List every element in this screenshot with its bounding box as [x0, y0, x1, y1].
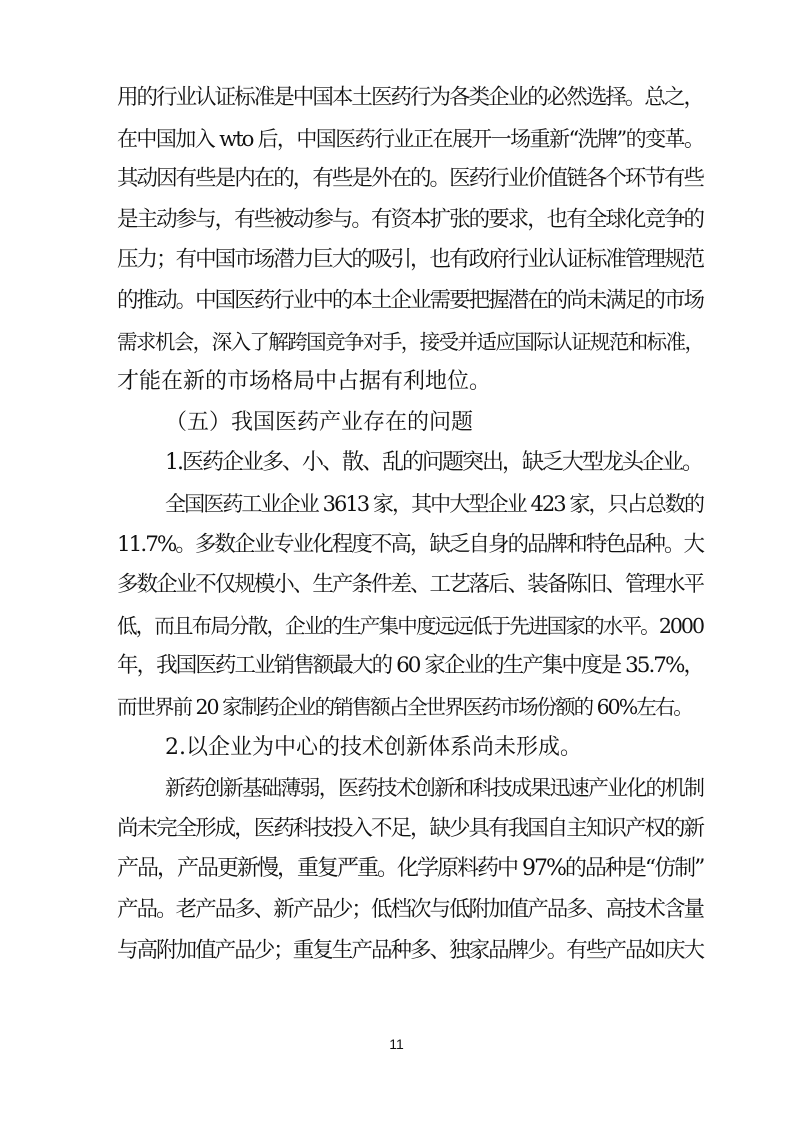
text-line: （五）我国医药产业存在的问题 [165, 409, 474, 435]
text-line: 低，而且布局分散，企业的生产集中度远远低于先进国家的水平。2000 [117, 613, 703, 638]
text-line: 其动因有些是内在的，有些是外在的。医药行业价值链各个环节有些 [117, 166, 703, 192]
text-line: 尚未完全形成，医药科技投入不足，缺少具有我国自主知识产权的新 [117, 815, 703, 841]
text-line: 用的行业认证标准是中国本土医药行为各类企业的必然选择。总之， [117, 85, 703, 110]
text-line: 11.7%。多数企业专业化程度不高，缺乏自身的品牌和特色品种。大 [117, 531, 703, 557]
text-line: 多数企业不仅规模小、生产条件差、工艺落后、装备陈旧、管理水平 [117, 572, 703, 598]
text-line: 产品，产品更新慢，重复严重。化学原料药中 97%的品种是“仿制” [117, 856, 704, 882]
text-line: 与高附加值产品少；重复生产品种多、独家品牌少。有些产品如庆大 [117, 937, 703, 963]
text-line: 2.以企业为中心的技术创新体系尚未形成。 [165, 734, 582, 760]
text-line: 才能在新的市场格局中占据有利地位。 [117, 369, 492, 395]
text-line: 的推动。中国医药行业中的本土企业需要把握潜在的尚未满足的市场 [117, 288, 703, 313]
text-line: 而世界前 20 家制药企业的销售额占全世界医药市场份额的 60%左右。 [117, 695, 692, 719]
text-line: 全国医药工业企业 3613 家，其中大型企业 423 家，只占总数的 [165, 492, 703, 516]
text-line: 需求机会，深入了解跨国竞争对手，接受并适应国际认证规范和标准， [117, 329, 703, 354]
text-line: 新药创新基础薄弱，医药技术创新和科技成果迅速产业化的机制 [165, 776, 703, 801]
text-line: 产品。老产品多、新产品少；低档次与低附加值产品多、高技术含量 [117, 897, 703, 922]
text-line: 1.医药企业多、小、散、乱的问题突出，缺乏大型龙头企业。 [165, 450, 702, 476]
page-number: 11 [389, 1036, 404, 1052]
text-line: 压力；有中国市场潜力巨大的吸引，也有政府行业认证标准管理规范 [117, 247, 703, 273]
text-line: 是主动参与，有些被动参与。有资本扩张的要求，也有全球化竞争的 [117, 206, 703, 232]
text-line: 年，我国医药工业销售额最大的 60 家企业的生产集中度是 35.7%， [117, 653, 703, 679]
text-line: 在中国加入 wto 后，中国医药行业正在展开一场重新“洗牌”的变革。 [117, 126, 703, 151]
